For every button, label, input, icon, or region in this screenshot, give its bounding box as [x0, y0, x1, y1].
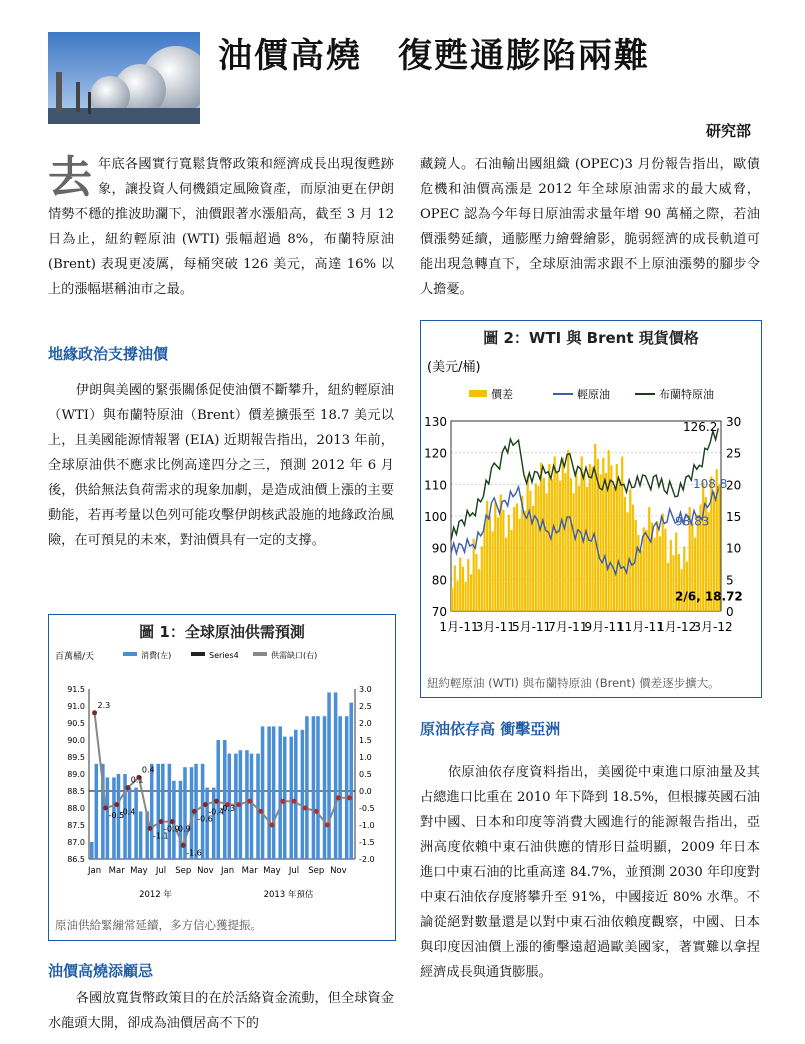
- figure1-bar: [250, 754, 254, 859]
- figure2-spread-bar: [546, 493, 548, 611]
- figure2-legend-label: 布蘭特原油: [659, 388, 714, 401]
- figure2-spread-bar: [540, 463, 542, 611]
- figure1-title: 圖 1：全球原油供需預測: [139, 623, 305, 641]
- figure2-caption: 紐約輕原油 (WTI) 與布蘭特原油 (Brent) 價差逐步擴大。: [427, 676, 720, 690]
- figure1-bar: [150, 764, 154, 859]
- figure2-spread-bar: [492, 531, 494, 611]
- page-title: 油價高燒 復甦通膨陷兩難: [218, 36, 650, 76]
- figure2-spread-bar: [459, 558, 461, 611]
- figure1-bar: [267, 726, 271, 859]
- figure1-x-tick: Sep: [308, 866, 325, 876]
- figure1-gap-point: [147, 826, 152, 831]
- figure1-year-label: 2013 年預估: [263, 890, 314, 900]
- figure2-left-tick: 130: [424, 415, 447, 429]
- figure1-bar: [223, 740, 227, 859]
- figure2-spread-bar: [473, 539, 475, 611]
- figure1-right-tick: -1.0: [359, 821, 375, 830]
- figure1-bar: [294, 730, 298, 859]
- figure1-right-tick: 0.5: [359, 770, 372, 779]
- figure1-data-label: -1.1: [152, 831, 169, 841]
- figure2-spread-bar: [613, 487, 615, 611]
- figure1-legend-label: Series4: [209, 651, 239, 660]
- figure1-left-tick: 91.5: [67, 685, 85, 694]
- figure1-left-tick: 90.5: [67, 719, 85, 728]
- figure2-x-tick: 1月-12: [657, 620, 697, 634]
- figure1-data-label: -0.4: [119, 807, 136, 817]
- figure2-spread-bar: [654, 538, 656, 611]
- figure1-gap-point: [125, 785, 130, 790]
- figure1-gap-point: [114, 802, 119, 807]
- figure2-legend-swatch: [469, 390, 487, 397]
- figure1-x-tick: May: [130, 866, 148, 876]
- figure1-gap-point: [314, 809, 319, 814]
- figure2-spread-bar: [670, 540, 672, 611]
- figure2-annotation: 2/6, 18.72: [675, 589, 743, 604]
- figure2-left-tick: 90: [431, 541, 447, 556]
- figure2-spread-bar: [621, 456, 623, 611]
- figure2-spread-bar: [481, 546, 483, 611]
- figure1-year-label: 2012 年: [139, 890, 172, 900]
- figure2-spread-bar: [610, 465, 612, 611]
- figure1-bar: [272, 726, 276, 859]
- figure1-legend-label: 供需缺口(右): [271, 651, 318, 660]
- figure1-x-tick: Jul: [288, 866, 300, 876]
- figure2-spread-bar: [537, 486, 539, 611]
- section3-text: 依原油依存度資料指出，美國從中東進口原油量及其占總進口比重在 2010 年下降到 18.5%，但根據英國石油對中國、日本和印度等消費大國進行的能源報告指出，亞洲高度依賴中東石油供應的情形日益明顯，2009 年日本進口中東石油的比重高達 84.7%，並預測 2030 年印度對中東石油依存度將攀升至 91%，中國接近 80% 水準。不論從絕對數量還是以對中東石油依賴度觀察，中國、日本與印度因油價上漲的衝擊遠超過歐美國家，著實難以拿捏經濟成長與通貨膨脹。: [420, 765, 760, 980]
- figure2-spread-bar: [513, 507, 515, 611]
- figure2-spread-bar: [508, 515, 510, 611]
- figure1-gap-point: [236, 802, 241, 807]
- figure1-data-label: -0.5: [108, 811, 125, 820]
- figure2-spread-bar: [662, 513, 664, 611]
- figure1-bar: [338, 716, 342, 859]
- figure2-spread-bar: [578, 486, 580, 611]
- figure1-bar: [349, 703, 353, 859]
- figure1-unit-label: 百萬桶/天: [55, 652, 95, 662]
- figure1-gap-point: [181, 843, 186, 848]
- figure1-legend-swatch: [123, 652, 137, 656]
- figure1-bar: [128, 788, 132, 859]
- figure1-gap-point: [103, 806, 108, 811]
- figure2-spread-bar: [575, 470, 577, 611]
- figure2-spread-bar: [564, 473, 566, 611]
- figure1-left-tick: 89.5: [67, 753, 85, 762]
- figure2-spread-bar: [632, 505, 634, 611]
- figure2-x-tick: 11月-11: [616, 620, 664, 634]
- figure2-annotation: 98.83: [675, 514, 710, 529]
- section-heading-geopolitics: 地緣政治支撐油價: [48, 345, 169, 363]
- figure2-x-tick: 1月-11: [439, 620, 479, 634]
- figure2-spread-bar: [556, 472, 558, 611]
- figure1-gap-point: [247, 799, 252, 804]
- figure1-bar: [327, 692, 331, 859]
- figure1-bar: [157, 764, 161, 859]
- figure1-right-tick: 1.5: [359, 736, 372, 745]
- figure2-box: [420, 320, 762, 698]
- figure1-x-tick: Nov: [330, 866, 347, 876]
- figure1-legend-label: 消費(左): [141, 651, 172, 660]
- figure1-data-label: 2.3: [97, 700, 111, 710]
- figure2-unit-label: (美元/桶): [427, 360, 481, 375]
- figure2-right-tick: 10: [726, 541, 742, 556]
- figure2-spread-bar: [605, 473, 607, 611]
- figure2-spread-bar: [624, 497, 626, 611]
- figure1-x-tick: Mar: [241, 866, 258, 876]
- header-photo: [48, 32, 200, 124]
- figure2-x-tick: 3月-11: [475, 620, 515, 634]
- figure2-right-tick: 25: [726, 446, 742, 461]
- figure2-spread-bar: [659, 536, 661, 611]
- figure1-left-tick: 91.0: [67, 702, 85, 711]
- col2-top-text: 藏鏡人。石油輸出國組織 (OPEC)3 月份報告指出，歐債危機和油價高漲是 2012 年全球原油需求的最大威脅，OPEC 認為今年每日原油需求量年增 90 萬桶之際，若油價漲勢延續，通膨壓力繪聲繪影，脆弱經濟的成長軌道可能出現急轉直下，全球原油需求跟不上原油漲勢的腳步令人擔憂。: [420, 157, 760, 297]
- figure1-right-tick: -1.5: [359, 838, 375, 847]
- figure1-bar: [305, 716, 309, 859]
- figure2-x-tick: 7月-11: [548, 620, 588, 634]
- figure2-spread-bar: [516, 503, 518, 611]
- figure1-gap-point: [170, 819, 175, 824]
- figure2-spread-bar: [664, 529, 666, 611]
- figure1-bar: [278, 726, 282, 859]
- figure2-spread-bar: [567, 450, 569, 611]
- figure2-chart: [421, 351, 761, 669]
- figure1-box: [48, 614, 396, 941]
- figure2-right-tick: 30: [726, 415, 742, 429]
- figure1-bar: [323, 716, 327, 859]
- figure2-annotation: 126.2: [683, 420, 718, 435]
- figure2-legend-label: 輕原油: [577, 388, 610, 401]
- figure2-spread-bar: [497, 517, 499, 611]
- figure2-spread-bar: [640, 550, 642, 611]
- figure1-gap-point: [280, 799, 285, 804]
- figure2-left-tick: 110: [424, 478, 447, 493]
- figure1-gap-point: [336, 795, 341, 800]
- figure1-x-tick: Jan: [87, 866, 102, 876]
- figure1-gap-point: [214, 799, 219, 804]
- figure2-spread-bar: [543, 478, 545, 611]
- figure2-spread-bar: [535, 483, 537, 611]
- figure2-right-tick: 5: [726, 573, 734, 588]
- figure2-spread-bar: [600, 474, 602, 611]
- figure1-right-tick: 1.0: [359, 753, 372, 762]
- lead-paragraph: [48, 152, 394, 302]
- figure1-legend-swatch: [253, 652, 267, 656]
- figure2-title: 圖 2：WTI 與 Brent 現貨價格: [483, 329, 699, 347]
- figure1-gap-point: [92, 710, 97, 715]
- figure1-bar: [312, 716, 316, 859]
- figure1-gap-point: [325, 823, 330, 828]
- figure1-data-label: 0.4: [141, 765, 155, 775]
- figure1-data-label: -0.6: [197, 814, 213, 824]
- figure2-spread-bar: [502, 510, 504, 611]
- figure1-gap-point: [258, 809, 263, 814]
- figure2-spread-bar: [589, 464, 591, 611]
- figure1-gap-point: [303, 806, 308, 811]
- figure1-bar: [168, 764, 172, 859]
- figure1-left-tick: 89.0: [67, 770, 85, 779]
- figure1-bar: [290, 737, 294, 859]
- figure1-chart: [49, 645, 395, 907]
- figure2-spread-bar: [562, 458, 564, 611]
- figure1-left-tick: 87.0: [67, 838, 85, 847]
- figure1-x-tick: Mar: [108, 866, 125, 876]
- figure1-bar: [161, 764, 165, 859]
- figure2-left-tick: 70: [431, 605, 447, 619]
- figure1-right-tick: 2.5: [359, 702, 372, 711]
- figure2-spread-bar: [467, 559, 469, 611]
- figure1-bar: [95, 764, 99, 859]
- figure1-bar: [245, 750, 249, 859]
- figure2-left-tick: 120: [424, 446, 447, 461]
- figure2-spread-bar: [629, 489, 631, 611]
- figure1-data-label: -0.4: [208, 807, 224, 817]
- figure1-right-tick: -2.0: [359, 855, 375, 864]
- figure1-left-tick: 88.0: [67, 804, 85, 813]
- figure1-bar: [139, 811, 143, 859]
- figure2-spread-bar: [510, 530, 512, 611]
- figure1-gap-point: [347, 795, 352, 800]
- figure1-x-tick: Jul: [155, 866, 167, 876]
- figure1-bar: [90, 842, 94, 859]
- figure2-spread-bar: [648, 507, 650, 611]
- figure1-right-tick: 3.0: [359, 685, 372, 694]
- figure2-spread-bar: [478, 569, 480, 611]
- figure2-spread-bar: [686, 562, 688, 611]
- figure2-spread-bar: [505, 538, 507, 611]
- figure1-x-tick: Jan: [220, 866, 235, 876]
- figure1-left-tick: 90.0: [67, 736, 85, 745]
- figure1-left-tick: 87.5: [67, 821, 85, 830]
- figure1-bar: [301, 730, 305, 859]
- figure2-x-tick: 5月-11: [511, 620, 552, 634]
- figure1-data-label: -0.9: [164, 824, 180, 834]
- figure1-caption: 原油供給緊繃常延續，多方信心獲提振。: [55, 918, 262, 932]
- figure2-annotation: 108.8: [693, 477, 728, 492]
- figure2-spread-bar: [554, 456, 556, 611]
- figure2-right-tick: 20: [726, 478, 742, 493]
- figure2-spread-bar: [645, 530, 647, 611]
- figure2-legend-label: 價差: [491, 388, 513, 401]
- figure2-spread-bar: [524, 511, 526, 611]
- figure1-left-tick: 86.5: [67, 855, 85, 864]
- figure1-data-label: -0.3: [219, 804, 236, 814]
- figure1-data-label: -1.6: [186, 848, 202, 858]
- figure1-bar: [316, 716, 320, 859]
- figure1-gap-point: [203, 802, 208, 807]
- figure2-left-tick: 80: [431, 573, 447, 588]
- figure1-x-tick: May: [263, 866, 281, 876]
- figure2-spread-bar: [618, 479, 620, 611]
- figure2-spread-bar: [551, 479, 553, 611]
- figure1-right-tick: -0.5: [359, 804, 375, 813]
- figure1-right-tick: 0.0: [359, 787, 372, 796]
- figure2-spread-bar: [521, 496, 523, 611]
- figure2-spread-bar: [667, 563, 669, 611]
- figure2-right-tick: 0: [726, 605, 734, 619]
- figure1-bar: [134, 788, 138, 859]
- figure2-spread-bar: [635, 520, 637, 611]
- figure1-right-tick: 2.0: [359, 719, 372, 728]
- figure2-spread-bar: [475, 554, 477, 611]
- figure1-bar: [256, 754, 260, 859]
- figure1-x-tick: Nov: [197, 866, 214, 876]
- figure1-data-label: -0.9: [175, 824, 191, 834]
- figure2-spread-bar: [643, 527, 645, 611]
- department-label: 研究部: [705, 122, 751, 140]
- section2-text: 各國放寬貨幣政策目的在於活絡資金流動，但全球資金水龍頭大開，卻成為油價居高不下的: [48, 991, 394, 1031]
- figure2-spread-bar: [465, 582, 467, 611]
- figure1-bar: [334, 692, 338, 859]
- figure2-spread-bar: [489, 516, 491, 611]
- figure2-spread-bar: [527, 475, 529, 611]
- figure1-gap-point: [159, 819, 164, 824]
- figure1-left-tick: 88.5: [67, 787, 85, 796]
- figure2-spread-bar: [456, 581, 458, 611]
- figure2-spread-bar: [570, 478, 572, 611]
- figure1-x-tick: Sep: [175, 866, 192, 876]
- figure2-spread-bar: [656, 521, 658, 611]
- figure2-spread-bar: [637, 535, 639, 611]
- section-heading-asia: 原油依存高 衝擊亞洲: [420, 720, 561, 738]
- figure2-spread-bar: [483, 524, 485, 611]
- figure2-right-tick: 15: [726, 510, 742, 524]
- figure1-bar: [201, 764, 205, 859]
- figure2-spread-bar: [573, 493, 575, 611]
- drop-cap: 去: [48, 152, 92, 203]
- figure2-spread-bar: [451, 588, 453, 611]
- figure2-spread-bar: [462, 567, 464, 611]
- figure1-bar: [283, 737, 287, 859]
- figure2-spread-bar: [608, 450, 610, 611]
- figure1-gap-point: [192, 809, 197, 814]
- figure2-spread-bar: [519, 519, 521, 611]
- lead-text: 年底各國實行寬鬆貨幣政策和經濟成長出現復甦跡象，讓投資人伺機鎖定風險資產，而原油更在伊朗情勢不穩的推波助瀾下，油價跟著水漲船高，截至 3 月 12 日為止，紐約輕原油 (WTI) 張幅超過 8%，布蘭特原油 (Brent) 表現更凌厲，每桶突破 126 美元，高達 16% 以上的漲幅堪稱油市之最。: [48, 157, 394, 297]
- figure1-legend-swatch: [191, 652, 205, 656]
- figure2-spread-bar: [559, 481, 561, 611]
- figure2-x-tick: 3月-12: [693, 620, 733, 634]
- figure1-gap-point: [292, 799, 297, 804]
- figure1-data-label: 0.1: [130, 775, 144, 785]
- figure1-bar: [345, 716, 349, 859]
- figure1-gap-point: [269, 823, 274, 828]
- figure2-spread-bar: [529, 491, 531, 611]
- figure2-x-tick: 9月-11: [584, 620, 624, 634]
- figure2-spread-bar: [494, 502, 496, 611]
- figure2-spread-bar: [454, 565, 456, 611]
- figure2-spread-bar: [470, 574, 472, 611]
- section1-text: 伊朗與美國的緊張關係促使油價不斷攀升，紐約輕原油（WTI）與布蘭特原油（Brent）價差擴張至 18.7 美元以上，且美國能源情報署 (EIA) 近期報告指出，2013 年前，全球原油供不應求比例高達四分之三，預測 2012 年 6 月後，供給無法負荷需求的現象加劇，是造成油價上漲的主要動能，若再考量以色列可能攻擊伊朗核武設施的地緣政治風險，在可預見的未來，對油價具有一定的支撐。: [48, 383, 394, 548]
- figure1-bar: [261, 726, 265, 859]
- section-heading-oil-fever: 油價高燒添顧忌: [48, 962, 154, 980]
- figure2-spread-bar: [586, 487, 588, 611]
- figure2-left-tick: 100: [424, 510, 447, 524]
